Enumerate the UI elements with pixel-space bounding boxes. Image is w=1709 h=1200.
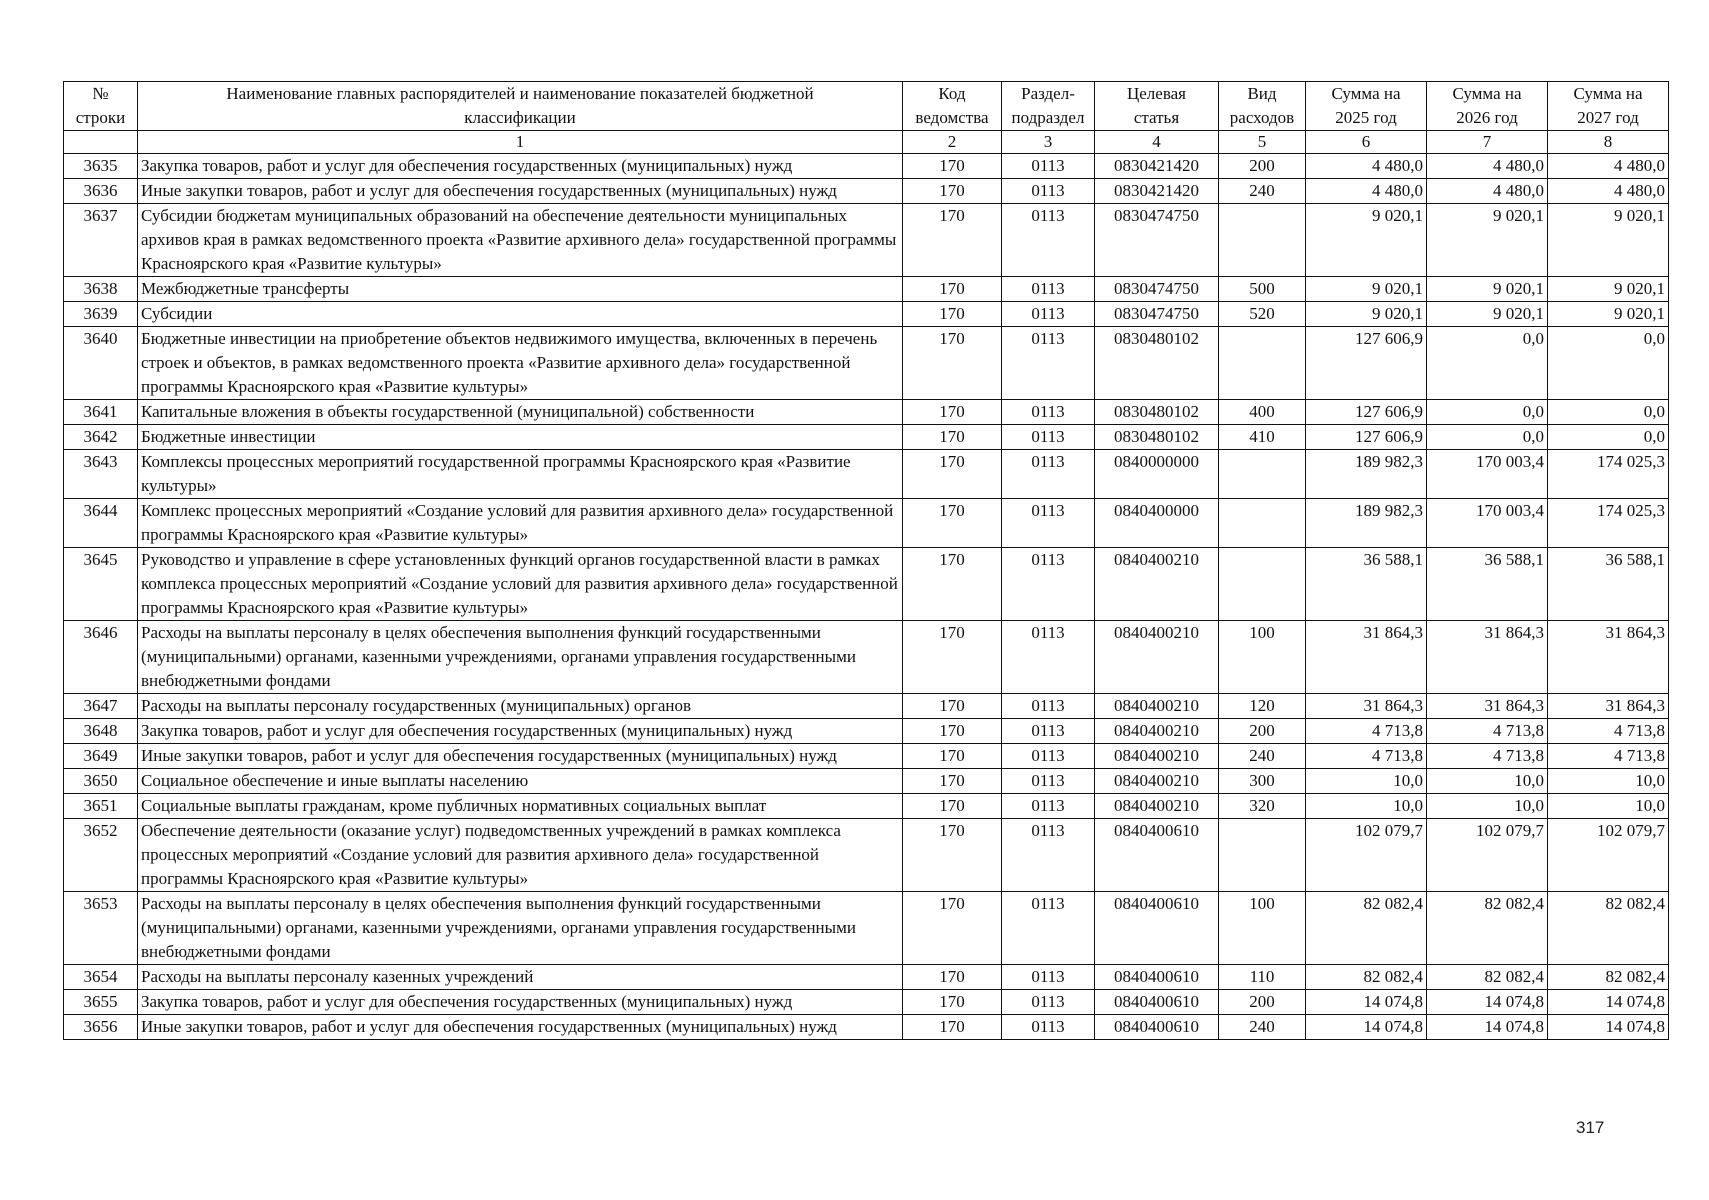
row-sum-2026: 9 020,1 <box>1427 204 1548 277</box>
row-department-code: 170 <box>903 179 1002 204</box>
row-sum-2025: 82 082,4 <box>1306 965 1427 990</box>
row-name: Иные закупки товаров, работ и услуг для обеспечения государственных (муниципальных) нужд <box>138 179 903 204</box>
row-sum-2025: 189 982,3 <box>1306 499 1427 548</box>
row-department-code: 170 <box>903 990 1002 1015</box>
row-target-item: 0830474750 <box>1095 277 1219 302</box>
row-department-code: 170 <box>903 744 1002 769</box>
row-expense-type: 300 <box>1219 769 1306 794</box>
table-row <box>64 277 1669 302</box>
row-section: 0113 <box>1002 1015 1095 1040</box>
row-sum-2026: 4 480,0 <box>1427 179 1548 204</box>
col-number: 1 <box>138 131 903 154</box>
table-row <box>64 450 1669 499</box>
row-sum-2027: 31 864,3 <box>1548 621 1669 694</box>
row-sum-2025: 31 864,3 <box>1306 694 1427 719</box>
row-department-code: 170 <box>903 425 1002 450</box>
row-sum-2025: 189 982,3 <box>1306 450 1427 499</box>
row-sum-2026: 4 480,0 <box>1427 154 1548 179</box>
row-number: 3640 <box>64 327 138 400</box>
row-expense-type <box>1219 499 1306 548</box>
row-number: 3647 <box>64 694 138 719</box>
budget-table <box>63 81 1669 1040</box>
row-sum-2025: 127 606,9 <box>1306 425 1427 450</box>
col-number: 8 <box>1548 131 1669 154</box>
row-sum-2025: 127 606,9 <box>1306 327 1427 400</box>
row-sum-2026: 170 003,4 <box>1427 499 1548 548</box>
header-sum-2026: Сумма на 2026 год <box>1427 82 1548 131</box>
row-sum-2025: 82 082,4 <box>1306 892 1427 965</box>
header-row-number: № строки <box>64 82 138 131</box>
table-row <box>64 499 1669 548</box>
row-sum-2027: 4 713,8 <box>1548 719 1669 744</box>
row-sum-2027: 0,0 <box>1548 425 1669 450</box>
row-expense-type: 520 <box>1219 302 1306 327</box>
row-department-code: 170 <box>903 154 1002 179</box>
row-department-code: 170 <box>903 204 1002 277</box>
row-name: Комплексы процессных мероприятий государственной программы Красноярского края «Развитие культуры» <box>138 450 903 499</box>
row-number: 3651 <box>64 794 138 819</box>
row-sum-2026: 14 074,8 <box>1427 1015 1548 1040</box>
row-number: 3653 <box>64 892 138 965</box>
page-number: 317 <box>1576 1118 1605 1137</box>
header-expense-type: Вид расходов <box>1219 82 1306 131</box>
row-target-item: 0840400210 <box>1095 694 1219 719</box>
table-row <box>64 990 1669 1015</box>
row-department-code: 170 <box>903 794 1002 819</box>
table-row <box>64 819 1669 892</box>
row-section: 0113 <box>1002 719 1095 744</box>
row-target-item: 0840400610 <box>1095 1015 1219 1040</box>
row-section: 0113 <box>1002 154 1095 179</box>
row-number: 3643 <box>64 450 138 499</box>
row-target-item: 0840400210 <box>1095 794 1219 819</box>
row-name: Расходы на выплаты персоналу в целях обеспечения выполнения функций государственными (муниципальными) органами, казенными учреждениями, органами управления государственными внебюджетными фондами <box>138 621 903 694</box>
row-target-item: 0840400210 <box>1095 621 1219 694</box>
row-sum-2025: 31 864,3 <box>1306 621 1427 694</box>
row-target-item: 0840400000 <box>1095 499 1219 548</box>
row-section: 0113 <box>1002 302 1095 327</box>
row-section: 0113 <box>1002 400 1095 425</box>
col-number: 2 <box>903 131 1002 154</box>
row-sum-2026: 31 864,3 <box>1427 694 1548 719</box>
row-target-item: 0830480102 <box>1095 327 1219 400</box>
row-sum-2026: 36 588,1 <box>1427 548 1548 621</box>
header-name: Наименование главных распорядителей и наименование показателей бюджетной классификации <box>138 82 903 131</box>
table-row <box>64 179 1669 204</box>
row-number: 3655 <box>64 990 138 1015</box>
row-sum-2027: 9 020,1 <box>1548 302 1669 327</box>
row-sum-2025: 127 606,9 <box>1306 400 1427 425</box>
row-sum-2026: 10,0 <box>1427 794 1548 819</box>
table-row <box>64 719 1669 744</box>
row-sum-2027: 10,0 <box>1548 769 1669 794</box>
row-number: 3639 <box>64 302 138 327</box>
row-number: 3656 <box>64 1015 138 1040</box>
table-row <box>64 302 1669 327</box>
row-department-code: 170 <box>903 819 1002 892</box>
row-number: 3649 <box>64 744 138 769</box>
row-sum-2026: 102 079,7 <box>1427 819 1548 892</box>
row-name: Расходы на выплаты персоналу казенных учреждений <box>138 965 903 990</box>
row-expense-type: 110 <box>1219 965 1306 990</box>
row-target-item: 0830474750 <box>1095 204 1219 277</box>
row-department-code: 170 <box>903 892 1002 965</box>
row-name: Бюджетные инвестиции <box>138 425 903 450</box>
row-section: 0113 <box>1002 621 1095 694</box>
row-section: 0113 <box>1002 819 1095 892</box>
row-name: Расходы на выплаты персоналу государственных (муниципальных) органов <box>138 694 903 719</box>
row-sum-2027: 0,0 <box>1548 327 1669 400</box>
row-sum-2026: 9 020,1 <box>1427 302 1548 327</box>
row-department-code: 170 <box>903 327 1002 400</box>
row-sum-2025: 9 020,1 <box>1306 277 1427 302</box>
row-name: Закупка товаров, работ и услуг для обеспечения государственных (муниципальных) нужд <box>138 719 903 744</box>
row-sum-2027: 4 480,0 <box>1548 154 1669 179</box>
row-sum-2026: 0,0 <box>1427 400 1548 425</box>
row-expense-type <box>1219 204 1306 277</box>
row-section: 0113 <box>1002 327 1095 400</box>
row-name: Руководство и управление в сфере установленных функций органов государственной власти в рамках комплекса процессных мероприятий «Создание условий для развития архивного дела» государственной программы Красноярского края «Развитие культуры» <box>138 548 903 621</box>
table-row <box>64 204 1669 277</box>
row-section: 0113 <box>1002 794 1095 819</box>
row-expense-type <box>1219 327 1306 400</box>
row-department-code: 170 <box>903 277 1002 302</box>
row-number: 3638 <box>64 277 138 302</box>
row-name: Иные закупки товаров, работ и услуг для обеспечения государственных (муниципальных) нужд <box>138 1015 903 1040</box>
row-number: 3637 <box>64 204 138 277</box>
row-target-item: 0840400210 <box>1095 769 1219 794</box>
row-sum-2026: 170 003,4 <box>1427 450 1548 499</box>
row-sum-2025: 10,0 <box>1306 769 1427 794</box>
col-number: 6 <box>1306 131 1427 154</box>
row-sum-2026: 31 864,3 <box>1427 621 1548 694</box>
row-name: Социальные выплаты гражданам, кроме публичных нормативных социальных выплат <box>138 794 903 819</box>
row-sum-2027: 14 074,8 <box>1548 990 1669 1015</box>
row-target-item: 0840400610 <box>1095 892 1219 965</box>
table-row <box>64 892 1669 965</box>
row-section: 0113 <box>1002 744 1095 769</box>
row-sum-2027: 102 079,7 <box>1548 819 1669 892</box>
col-number: 7 <box>1427 131 1548 154</box>
row-department-code: 170 <box>903 769 1002 794</box>
row-expense-type: 100 <box>1219 892 1306 965</box>
row-department-code: 170 <box>903 302 1002 327</box>
row-sum-2026: 14 074,8 <box>1427 990 1548 1015</box>
row-sum-2025: 14 074,8 <box>1306 990 1427 1015</box>
table-body <box>64 154 1669 1040</box>
row-name: Субсидии бюджетам муниципальных образований на обеспечение деятельности муниципальных архивов края в рамках ведомственного проекта «Развитие архивного дела» государственной программы Красноярского края «Развитие культуры» <box>138 204 903 277</box>
table-row <box>64 548 1669 621</box>
row-target-item: 0840400610 <box>1095 990 1219 1015</box>
row-department-code: 170 <box>903 621 1002 694</box>
row-target-item: 0840400210 <box>1095 719 1219 744</box>
row-expense-type: 100 <box>1219 621 1306 694</box>
column-number-row <box>64 131 1669 154</box>
row-number: 3650 <box>64 769 138 794</box>
row-department-code: 170 <box>903 694 1002 719</box>
table-row <box>64 744 1669 769</box>
row-section: 0113 <box>1002 965 1095 990</box>
row-department-code: 170 <box>903 499 1002 548</box>
row-sum-2027: 14 074,8 <box>1548 1015 1669 1040</box>
row-target-item: 0830421420 <box>1095 154 1219 179</box>
row-sum-2027: 31 864,3 <box>1548 694 1669 719</box>
row-department-code: 170 <box>903 400 1002 425</box>
row-sum-2025: 4 713,8 <box>1306 744 1427 769</box>
row-expense-type <box>1219 548 1306 621</box>
row-sum-2025: 36 588,1 <box>1306 548 1427 621</box>
table-row <box>64 400 1669 425</box>
col-number: 3 <box>1002 131 1095 154</box>
row-target-item: 0830480102 <box>1095 425 1219 450</box>
row-sum-2027: 10,0 <box>1548 794 1669 819</box>
col-number: 4 <box>1095 131 1219 154</box>
row-sum-2025: 10,0 <box>1306 794 1427 819</box>
row-section: 0113 <box>1002 450 1095 499</box>
row-expense-type: 320 <box>1219 794 1306 819</box>
row-sum-2026: 10,0 <box>1427 769 1548 794</box>
row-expense-type: 240 <box>1219 744 1306 769</box>
row-number: 3635 <box>64 154 138 179</box>
row-name: Иные закупки товаров, работ и услуг для обеспечения государственных (муниципальных) нужд <box>138 744 903 769</box>
row-number: 3641 <box>64 400 138 425</box>
row-sum-2027: 4 480,0 <box>1548 179 1669 204</box>
row-department-code: 170 <box>903 548 1002 621</box>
row-number: 3652 <box>64 819 138 892</box>
row-name: Расходы на выплаты персоналу в целях обеспечения выполнения функций государственными (муниципальными) органами, казенными учреждениями, органами управления государственными внебюджетными фондами <box>138 892 903 965</box>
row-sum-2027: 82 082,4 <box>1548 892 1669 965</box>
row-section: 0113 <box>1002 694 1095 719</box>
row-department-code: 170 <box>903 719 1002 744</box>
row-section: 0113 <box>1002 204 1095 277</box>
row-sum-2025: 9 020,1 <box>1306 302 1427 327</box>
row-name: Социальное обеспечение и иные выплаты населению <box>138 769 903 794</box>
row-section: 0113 <box>1002 179 1095 204</box>
row-sum-2025: 102 079,7 <box>1306 819 1427 892</box>
row-department-code: 170 <box>903 1015 1002 1040</box>
row-sum-2025: 4 713,8 <box>1306 719 1427 744</box>
row-number: 3642 <box>64 425 138 450</box>
row-target-item: 0830474750 <box>1095 302 1219 327</box>
table-row <box>64 425 1669 450</box>
row-sum-2027: 9 020,1 <box>1548 277 1669 302</box>
row-target-item: 0840400610 <box>1095 965 1219 990</box>
table-row <box>64 154 1669 179</box>
row-name: Межбюджетные трансферты <box>138 277 903 302</box>
row-number: 3645 <box>64 548 138 621</box>
row-sum-2025: 4 480,0 <box>1306 179 1427 204</box>
row-sum-2027: 82 082,4 <box>1548 965 1669 990</box>
row-sum-2025: 4 480,0 <box>1306 154 1427 179</box>
row-expense-type <box>1219 450 1306 499</box>
row-sum-2026: 82 082,4 <box>1427 965 1548 990</box>
row-sum-2027: 36 588,1 <box>1548 548 1669 621</box>
row-expense-type: 240 <box>1219 1015 1306 1040</box>
row-department-code: 170 <box>903 450 1002 499</box>
row-number: 3644 <box>64 499 138 548</box>
table-row <box>64 965 1669 990</box>
header-code: Код ведомства <box>903 82 1002 131</box>
table-row <box>64 769 1669 794</box>
row-target-item: 0830421420 <box>1095 179 1219 204</box>
row-section: 0113 <box>1002 548 1095 621</box>
row-expense-type: 200 <box>1219 719 1306 744</box>
row-section: 0113 <box>1002 892 1095 965</box>
row-target-item: 0840400210 <box>1095 548 1219 621</box>
row-sum-2027: 0,0 <box>1548 400 1669 425</box>
header-target-item: Целевая статья <box>1095 82 1219 131</box>
row-expense-type <box>1219 819 1306 892</box>
row-sum-2026: 0,0 <box>1427 327 1548 400</box>
header-sum-2027: Сумма на 2027 год <box>1548 82 1669 131</box>
row-target-item: 0840000000 <box>1095 450 1219 499</box>
row-name: Бюджетные инвестиции на приобретение объектов недвижимого имущества, включенных в перечень строек и объектов, в рамках ведомственного проекта «Развитие архивного дела» государственной программы Красноярского края «Развитие культуры» <box>138 327 903 400</box>
row-sum-2027: 174 025,3 <box>1548 450 1669 499</box>
row-sum-2025: 9 020,1 <box>1306 204 1427 277</box>
row-sum-2026: 4 713,8 <box>1427 744 1548 769</box>
row-name: Капитальные вложения в объекты государственной (муниципальной) собственности <box>138 400 903 425</box>
row-section: 0113 <box>1002 499 1095 548</box>
row-section: 0113 <box>1002 425 1095 450</box>
col-number <box>64 131 138 154</box>
table-row <box>64 794 1669 819</box>
row-number: 3636 <box>64 179 138 204</box>
row-number: 3654 <box>64 965 138 990</box>
row-sum-2027: 4 713,8 <box>1548 744 1669 769</box>
row-sum-2027: 174 025,3 <box>1548 499 1669 548</box>
row-number: 3646 <box>64 621 138 694</box>
row-section: 0113 <box>1002 990 1095 1015</box>
row-department-code: 170 <box>903 965 1002 990</box>
row-sum-2026: 82 082,4 <box>1427 892 1548 965</box>
row-sum-2027: 9 020,1 <box>1548 204 1669 277</box>
table-row <box>64 327 1669 400</box>
table-row <box>64 694 1669 719</box>
row-target-item: 0830480102 <box>1095 400 1219 425</box>
row-target-item: 0840400210 <box>1095 744 1219 769</box>
table-row <box>64 621 1669 694</box>
row-sum-2026: 0,0 <box>1427 425 1548 450</box>
row-section: 0113 <box>1002 769 1095 794</box>
row-sum-2026: 9 020,1 <box>1427 277 1548 302</box>
row-expense-type: 240 <box>1219 179 1306 204</box>
row-name: Закупка товаров, работ и услуг для обеспечения государственных (муниципальных) нужд <box>138 154 903 179</box>
row-expense-type: 200 <box>1219 154 1306 179</box>
row-sum-2026: 4 713,8 <box>1427 719 1548 744</box>
row-number: 3648 <box>64 719 138 744</box>
row-name: Обеспечение деятельности (оказание услуг) подведомственных учреждений в рамках комплекса процессных мероприятий «Создание условий для развития архивного дела» государственной программы Красноярского края «Развитие культуры» <box>138 819 903 892</box>
col-number: 5 <box>1219 131 1306 154</box>
row-expense-type: 410 <box>1219 425 1306 450</box>
row-target-item: 0840400610 <box>1095 819 1219 892</box>
row-name: Субсидии <box>138 302 903 327</box>
row-name: Комплекс процессных мероприятий «Создание условий для развития архивного дела» государственной программы Красноярского края «Развитие культуры» <box>138 499 903 548</box>
row-name: Закупка товаров, работ и услуг для обеспечения государственных (муниципальных) нужд <box>138 990 903 1015</box>
row-expense-type: 200 <box>1219 990 1306 1015</box>
table-row <box>64 1015 1669 1040</box>
header-sum-2025: Сумма на 2025 год <box>1306 82 1427 131</box>
header-row <box>64 82 1669 131</box>
row-section: 0113 <box>1002 277 1095 302</box>
row-sum-2025: 14 074,8 <box>1306 1015 1427 1040</box>
row-expense-type: 400 <box>1219 400 1306 425</box>
row-expense-type: 500 <box>1219 277 1306 302</box>
header-section: Раздел- подраздел <box>1002 82 1095 131</box>
row-expense-type: 120 <box>1219 694 1306 719</box>
